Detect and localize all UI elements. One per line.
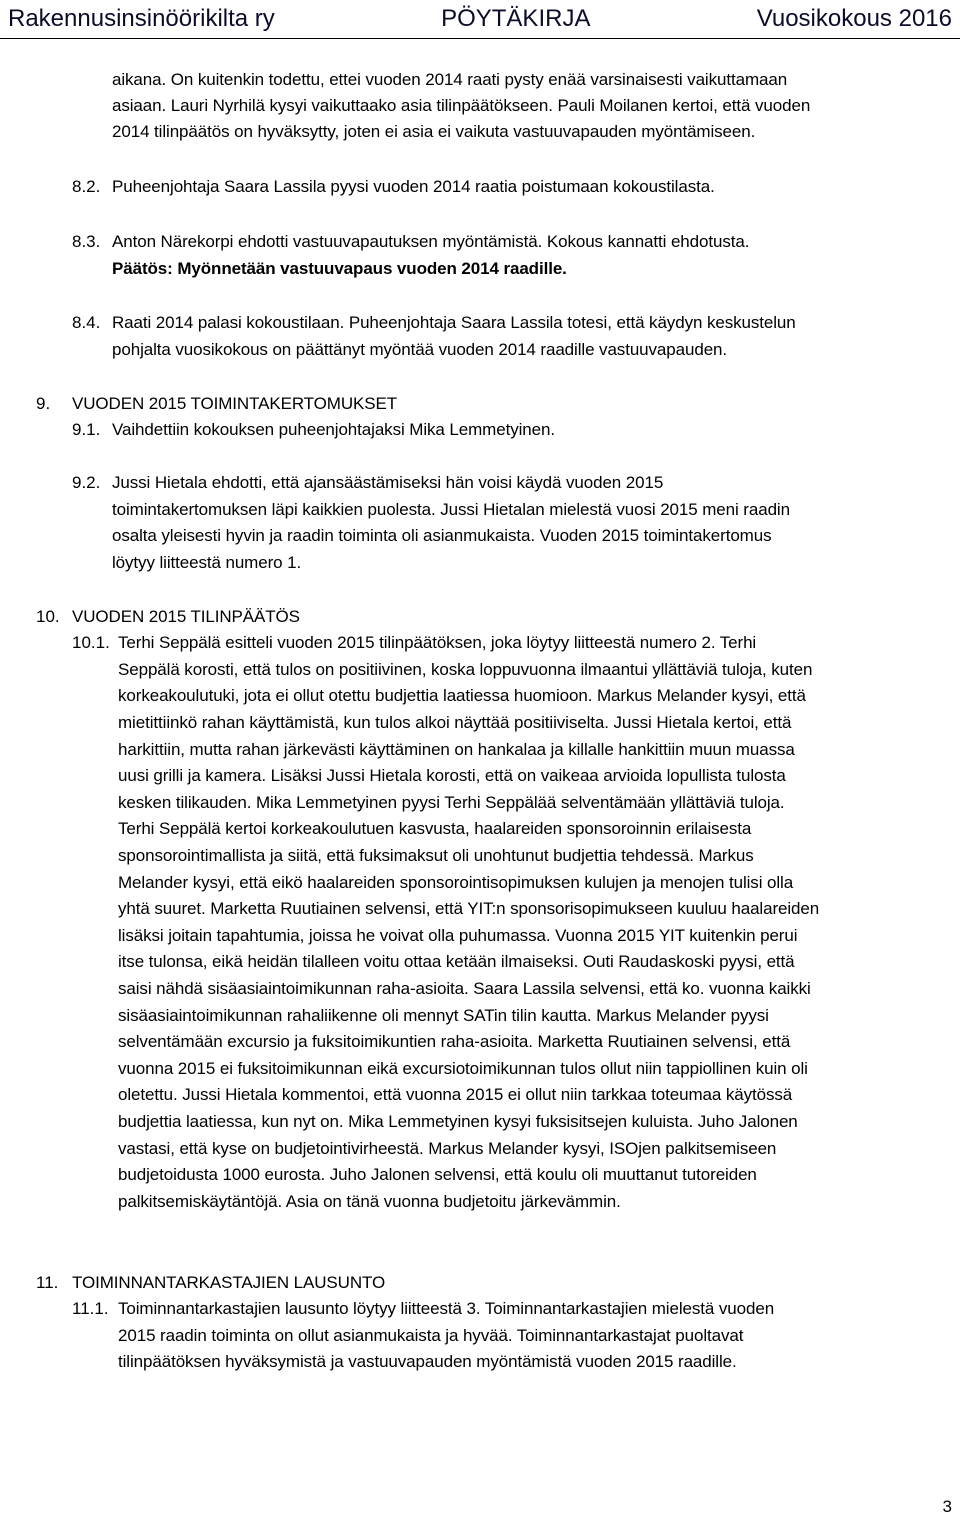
paragraph-line: asiaan. Lauri Nyrhilä kysyi vaikuttaako asia tilinpäätökseen. Pauli Moilanen kertoi, että vuoden <box>112 96 811 115</box>
subsection-number: 9.1. <box>72 420 101 439</box>
paragraph-line: sponsorointimallista ja siitä, että fuksimaksut oli unohtunut budjettia tehdessä. Markus <box>118 846 754 865</box>
paragraph-line: harkittiin, mutta rahan järkevästi käyttäminen on hankalaa ja killalle hankittiin muun muassa <box>118 740 795 759</box>
section-title: VUODEN 2015 TOIMINTAKERTOMUKSET <box>72 394 398 413</box>
paragraph-line: aikana. On kuitenkin todettu, ettei vuoden 2014 raati pysty enää varsinaisesti vaikuttamaan <box>112 70 788 89</box>
paragraph-line: sisäasiaintoimikunnan rahaliikenne oli mennyt SATin tilin kautta. Markus Melander pyysi <box>118 1006 769 1025</box>
paragraph-line: vastasi, että kyse on budjetointivirheestä. Markus Melander kysyi, ISOjen palkitsemiseen <box>118 1139 777 1158</box>
paragraph-line: yhtä suuret. Marketta Ruutiainen selvensi, että YIT:n sponsorisopimukseen kuuluu haalareiden <box>118 899 820 918</box>
section-number: 8.2. <box>72 177 101 196</box>
subsection-number: 10.1. <box>72 633 110 652</box>
paragraph-line: budjetoidusta 1000 eurosta. Juho Jalonen selvensi, että koulu oli muuttanut tutoreiden <box>118 1165 757 1184</box>
header-organization: Rakennusinsinöörikilta ry <box>8 5 275 32</box>
paragraph-line: Melander kysyi, että eikö haalareiden sponsorointisopimuksen kulujen ja menojen tulisi olla <box>118 873 794 892</box>
paragraph-line: 2014 tilinpäätös on hyväksytty, joten ei asia ei vaikuta vastuuvapauden myöntämiseen. <box>112 122 756 141</box>
paragraph-line: saisi nähdä sisäasiaintoimikunnan raha-asioita. Saara Lassila selvensi, että ko. vuonna kaikki <box>118 979 811 998</box>
paragraph-line: Terhi Seppälä kertoi korkeakoulutuen kasvusta, haalareiden sponsoroinnin erilaisesta <box>118 819 752 838</box>
section-number: 11. <box>36 1273 59 1292</box>
paragraph-line: Vaihdettiin kokouksen puheenjohtajaksi Mika Lemmetyinen. <box>112 420 555 439</box>
paragraph-line: uusi grilli ja kamera. Lisäksi Jussi Hietala korosti, että on vaikeaa arvioida lopullista tulosta <box>118 766 786 785</box>
paragraph-line: pohjalta vuosikokous on päättänyt myöntää vuoden 2014 raadille vastuuvapauden. <box>112 340 728 359</box>
paragraph-line: Jussi Hietala ehdotti, että ajansäästämiseksi hän voisi käydä vuoden 2015 <box>112 473 664 492</box>
paragraph-line: itse tulonsa, eikä heidän tilalleen voitu ottaa ketään ilmaiseksi. Outi Raudaskoski pyysi, että <box>118 952 795 971</box>
paragraph-line: kesken tilikauden. Mika Lemmetyinen pyysi Terhi Seppälää selventämään yllättäviä tuloja. <box>118 793 785 812</box>
paragraph-line: Raati 2014 palasi kokoustilaan. Puheenjohtaja Saara Lassila totesi, että käydyn keskustelun <box>112 313 796 332</box>
paragraph-line: tilinpäätöksen hyväksymistä ja vastuuvapauden myöntämistä vuoden 2015 raadille. <box>118 1352 737 1371</box>
subsection-number: 9.2. <box>72 473 101 492</box>
paragraph-line: oletettu. Jussi Hietala kommentoi, että vuonna 2015 ei ollut niin tarkkaa toteumaa käytössä <box>118 1085 793 1104</box>
paragraph-line: Anton Närekorpi ehdotti vastuuvapautuksen myöntämistä. Kokous kannatti ehdotusta. <box>112 232 750 251</box>
paragraph-line: selventämään excursio ja fuksitoimikuntien raha-asioita. Marketta Ruutiainen selvensi, että <box>118 1032 791 1051</box>
section-number: 8.3. <box>72 232 101 251</box>
page-number: 3 <box>942 1497 952 1516</box>
section-number: 9. <box>36 394 51 413</box>
paragraph-line: korkeakoulutuki, jota ei ollut otettu budjettia laatiessa huomioon. Markus Melander kysyi, että <box>118 686 806 705</box>
paragraph-line: Terhi Seppälä esitteli vuoden 2015 tilinpäätöksen, joka löytyy liitteestä numero 2. Terhi <box>118 633 757 652</box>
paragraph-line: Seppälä korosti, että tulos on positiivinen, koska loppuvuonna ilmaantui yllättäviä tuloja, kuten <box>118 660 813 679</box>
subsection-number: 11.1. <box>72 1299 109 1318</box>
section-number: 10. <box>36 607 60 626</box>
paragraph-line: Toiminnantarkastajien lausunto löytyy liitteestä 3. Toiminnantarkastajien mielestä vuoden <box>118 1299 775 1318</box>
section-number: 8.4. <box>72 313 101 332</box>
header-document-type: PÖYTÄKIRJA <box>441 5 591 32</box>
paragraph-line: 2015 raadin toiminta on ollut asianmukaista ja hyvää. Toiminnantarkastajat puoltavat <box>118 1326 744 1345</box>
paragraph-line: toimintakertomuksen läpi kaikkien puolesta. Jussi Hietalan mielestä vuosi 2015 meni raadin <box>112 500 790 519</box>
decision-text: Päätös: Myönnetään vastuuvapaus vuoden 2014 raadille. <box>112 259 567 278</box>
paragraph-line: Puheenjohtaja Saara Lassila pyysi vuoden 2014 raatia poistumaan kokoustilasta. <box>112 177 715 196</box>
section-title: TOIMINNANTARKASTAJIEN LAUSUNTO <box>72 1273 386 1292</box>
paragraph-line: vuonna 2015 ei fuksitoimikunnan eikä excursiotoimikunnan tulos ollut niin tappiollinen kuin oli <box>118 1059 808 1078</box>
paragraph-line: palkitsemiskäytäntöjä. Asia on tänä vuonna budjetoitu järkevämmin. <box>118 1192 621 1211</box>
paragraph-line: mietittiinkö rahan käyttämistä, kun tulos alkoi näyttää positiiviselta. Jussi Hietala kertoi, että <box>118 713 792 732</box>
section-title: VUODEN 2015 TILINPÄÄTÖS <box>72 607 300 626</box>
paragraph-line: lisäksi joitain tapahtumia, joissa he voivat olla puhumassa. Vuonna 2015 YIT kuitenkin perui <box>118 926 798 945</box>
paragraph-line: osalta yleisesti hyvin ja raadin toiminta oli asianmukaista. Vuoden 2015 toimintakertomus <box>112 526 772 545</box>
paragraph-line: löytyy liitteestä numero 1. <box>112 553 302 572</box>
header-meeting: Vuosikokous 2016 <box>756 5 952 32</box>
paragraph-line: budjettia laatiessa, kun nyt on. Mika Lemmetyinen kysyi fuksisitsejen kuluista. Juho Jalonen <box>118 1112 798 1131</box>
